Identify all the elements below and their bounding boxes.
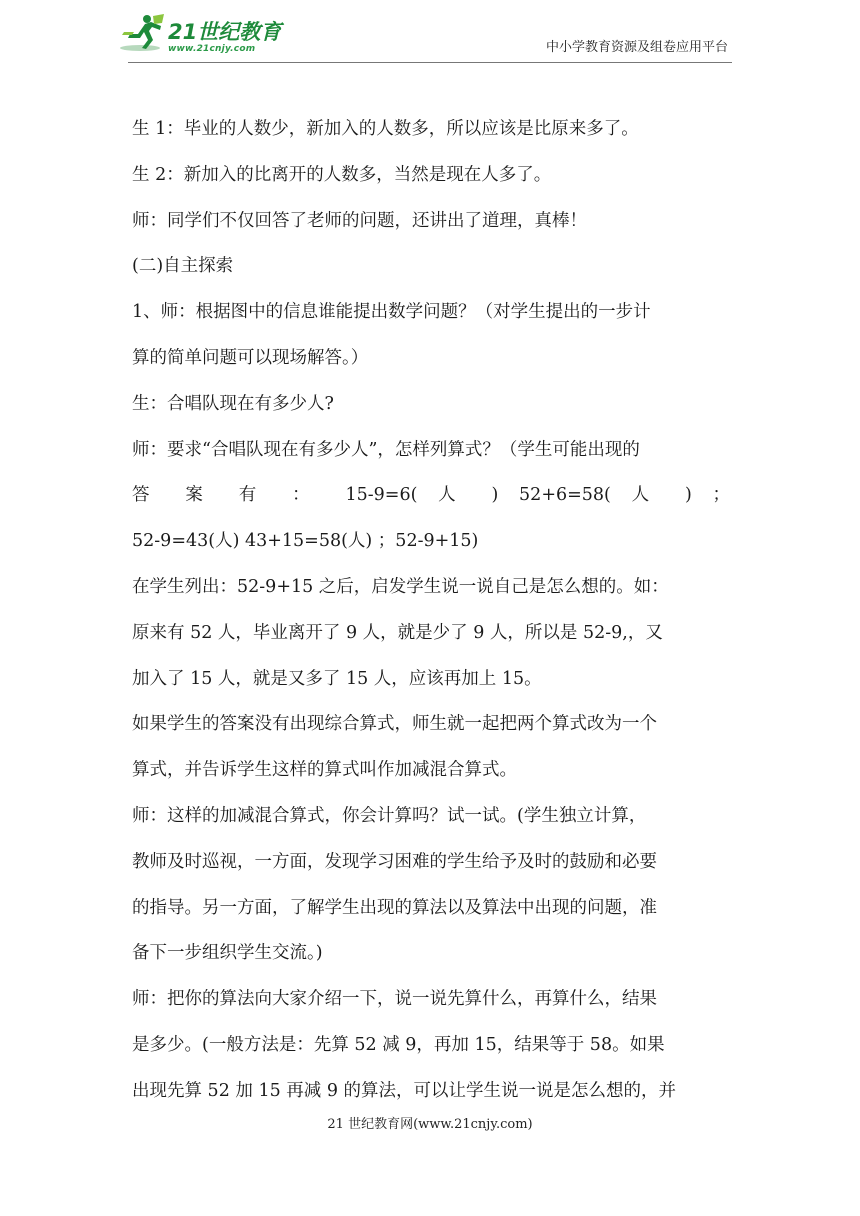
page-footer: 21 世纪教育网(www.21cnjy.com) xyxy=(327,1117,533,1132)
text-line: 教师及时巡视，一方面，发现学习困难的学生给予及时的鼓励和必要 xyxy=(132,851,657,872)
text-line: 生 2：新加入的比离开的人数多，当然是现在人多了。 xyxy=(132,164,552,185)
text-line: 原来有 52 人，毕业离开了 9 人，就是少了 9 人，所以是 52-9,，又 xyxy=(132,622,663,643)
text-line: 加入了 15 人，就是又多了 15 人，应该再加上 15。 xyxy=(132,668,542,689)
page-header xyxy=(0,0,860,66)
text-line: 出现先算 52 加 15 再减 9 的算法，可以让学生说一说是怎么想的，并 xyxy=(132,1080,677,1101)
text-line: 在学生列出：52-9+15 之后，启发学生说一说自己是怎么想的。如： xyxy=(132,576,669,597)
logo-url[interactable]: www.21cnjy.com xyxy=(168,44,256,54)
text-line: 师：要求“合唱队现在有多少人”，怎样列算式？（学生可能出现的 xyxy=(132,439,640,460)
equation-line: 52-9=43(人) 43+15=58(人) ；52-9+15) xyxy=(132,531,479,552)
header-platform-text: 中小学教育资源及组卷应用平台 xyxy=(545,40,728,55)
text-line: 备下一步组织学生交流。) xyxy=(132,943,323,964)
section-heading: (二)自主探索 xyxy=(132,256,234,277)
document-body xyxy=(132,107,730,1115)
text-line: 生 1：毕业的人数少，新加入的人数多，所以应该是比原来多了。 xyxy=(132,119,639,139)
text-line: 如果学生的答案没有出现综合算式，师生就一起把两个算式改为一个 xyxy=(132,714,657,735)
text-line: 师：这样的加减混合算式，你会计算吗？试一试。(学生独立计算， xyxy=(132,805,647,826)
text-line: 是多少。(一般方法是：先算 52 减 9，再加 15，结果等于 58。如果 xyxy=(132,1034,665,1055)
text-line: 算的简单问题可以现场解答。） xyxy=(132,347,369,368)
text-line: 1、师：根据图中的信息谁能提出数学问题？（对学生提出的一步计 xyxy=(132,302,651,323)
text-line: 师：同学们不仅回答了老师的问题，还讲出了道理，真棒！ xyxy=(132,210,587,231)
text-line: 算式，并告诉学生这样的算式叫作加减混合算式。 xyxy=(132,760,517,781)
text-line: 师：把你的算法向大家介绍一下，说一说先算什么，再算什么，结果 xyxy=(132,989,657,1010)
text-line: 的指导。另一方面，了解学生出现的算法以及算法中出现的问题，准 xyxy=(132,897,657,918)
site-logo[interactable] xyxy=(118,12,288,58)
text-line: 生：合唱队现在有多少人? xyxy=(132,393,334,414)
runner-logo-icon xyxy=(118,12,166,54)
answer-line: 答 案 有 ： 15-9=6( 人 ) 52+6=58( 人 ) ； xyxy=(132,485,730,506)
logo-text: 21世纪教育 xyxy=(168,20,282,44)
header-divider xyxy=(128,62,732,63)
